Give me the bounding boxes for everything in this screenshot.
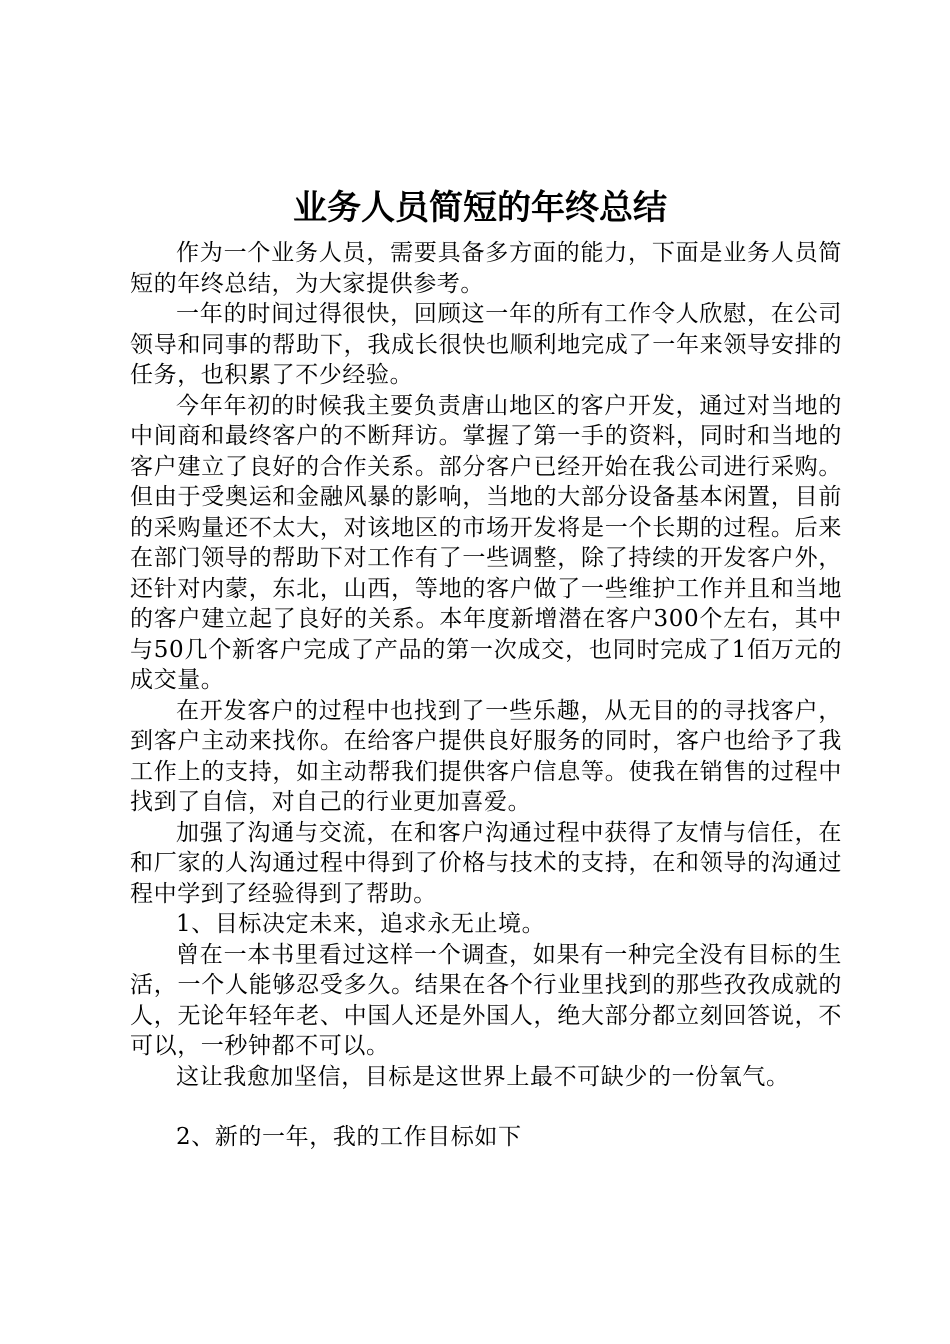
paragraph-intro: 作为一个业务人员，需要具备多方面的能力，下面是业务人员简短的年终总结，为大家提供参考。 (130, 240, 842, 297)
document-body (130, 238, 842, 1153)
paragraph-communication: 加强了沟通与交流，在和客户沟通过程中获得了友情与信任，在和厂家的人沟通过程中得到了价格与技术的支持，在和领导的沟通过程中学到了经验得到了帮助。 (130, 819, 842, 907)
paragraph-client-development: 今年年初的时候我主要负责唐山地区的客户开发，通过对当地的中间商和最终客户的不断拜访。掌握了第一手的资料，同时和当地的客户建立了良好的合作关系。部分客户已经开始在我公司进行采购。但由于受奥运和金融风暴的影响，当地的大部分设备基本闲置，目前的采购量还不太大，对该地区的市场开发将是一个长期的过程。后来在部门领导的帮助下对工作有了一些调整，除了持续的开发客户外，还针对内蒙，东北，山西，等地的客户做了一些维护工作并且和当地的客户建立起了良好的关系。本年度新增潜在客户300个左右，其中与50几个新客户完成了产品的第一次成交，也同时完成了1佰万元的成交量。 (130, 392, 842, 693)
section-heading-goals: 1、目标决定未来，追求永无止境。 (176, 911, 546, 937)
paragraph-survey: 曾在一本书里看过这样一个调查，如果有一种完全没有目标的生活，一个人能够忍受多久。结果在各个行业里找到的那些孜孜成就的人，无论年轻年老、中国人还是外国人，绝大部分都立刻回答说，不可以，一秒钟都不可以。 (130, 941, 842, 1059)
paragraph-review: 一年的时间过得很快，回顾这一年的所有工作令人欣慰，在公司领导和同事的帮助下，我成长很快也顺利地完成了一年来领导安排的任务，也积累了不少经验。 (130, 301, 842, 388)
document-title: 业务人员简短的年终总结 (293, 188, 667, 228)
paragraph-belief: 这让我愈加坚信，目标是这世界上最不可缺少的一份氧气。 (176, 1063, 790, 1090)
section-heading-new-year: 2、新的一年，我的工作目标如下 (176, 1124, 522, 1150)
paragraph-enjoyment: 在开发客户的过程中也找到了一些乐趣，从无目的的寻找客户，到客户主动来找你。在给客户提供良好服务的同时，客户也给予了我工作上的支持，如主动帮我们提供客户信息等。使我在销售的过程中找到了自信，对自己的行业更加喜爱。 (130, 697, 842, 815)
